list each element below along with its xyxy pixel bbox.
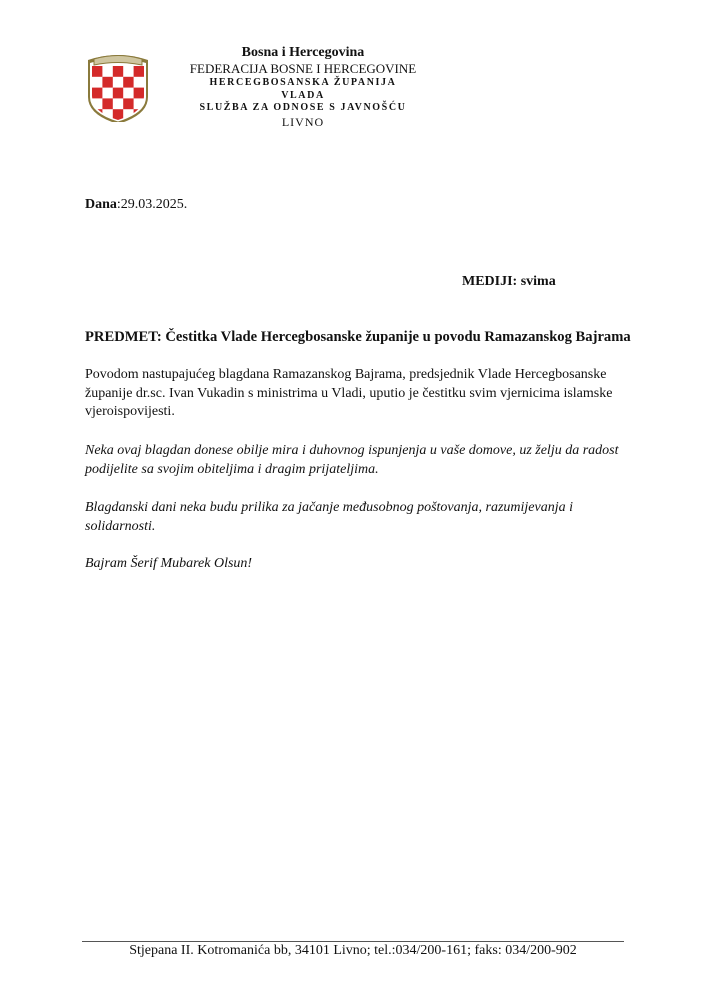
footer-contact: Stjepana II. Kotromanića bb, 34101 Livno; tel.:034/200-161; faks: 034/200-902 (129, 943, 577, 958)
letterhead-country: Bosna i Hercegovina (241, 45, 365, 60)
body-paragraph-3: Blagdanski dani neka budu prilika za jačanje međusobnog poštovanja, razumijevanja i solidarnosti. (85, 500, 574, 534)
date-value: :29.03.2025. (116, 197, 188, 212)
recipient: MEDIJI: svima (462, 274, 556, 289)
letterhead-federation: FEDERACIJA BOSNE I HERCEGOVINE (189, 61, 417, 76)
date-label: Dana (85, 197, 117, 212)
letterhead-office: SLUŽBA ZA ODNOSE S JAVNOŠĆU (199, 102, 407, 113)
coat-of-arms-icon (80, 52, 156, 122)
footer-divider (82, 941, 624, 942)
letterhead-county: HERCEGBOSANSKA ŽUPANIJA (209, 77, 397, 88)
letterhead-government: VLADA (281, 90, 325, 101)
body-paragraph-1: Povodom nastupajućeg blagdana Ramazanskog Bajrama, predsjednik Vlade Hercegbosanske županije dr.sc. Ivan Vukadin s ministrima u Vladi, uputio je čestitku svim vjernicima islamske vjeroispovijesti. (85, 367, 613, 419)
body-paragraph-2: Neka ovaj blagdan donese obilje mira i duhovnog ispunjenja u vaše domove, uz želju da radost podijelite sa svojim obiteljima i dragim prijateljima. (85, 443, 619, 477)
subject-line: PREDMET: Čestitka Vlade Hercegbosanske županije u povodu Ramazanskog Bajrama (85, 329, 631, 345)
letterhead-city: LIVNO (281, 115, 325, 129)
body-paragraph-4: Bajram Šerif Mubarek Olsun! (85, 556, 253, 571)
document-date (85, 197, 187, 213)
